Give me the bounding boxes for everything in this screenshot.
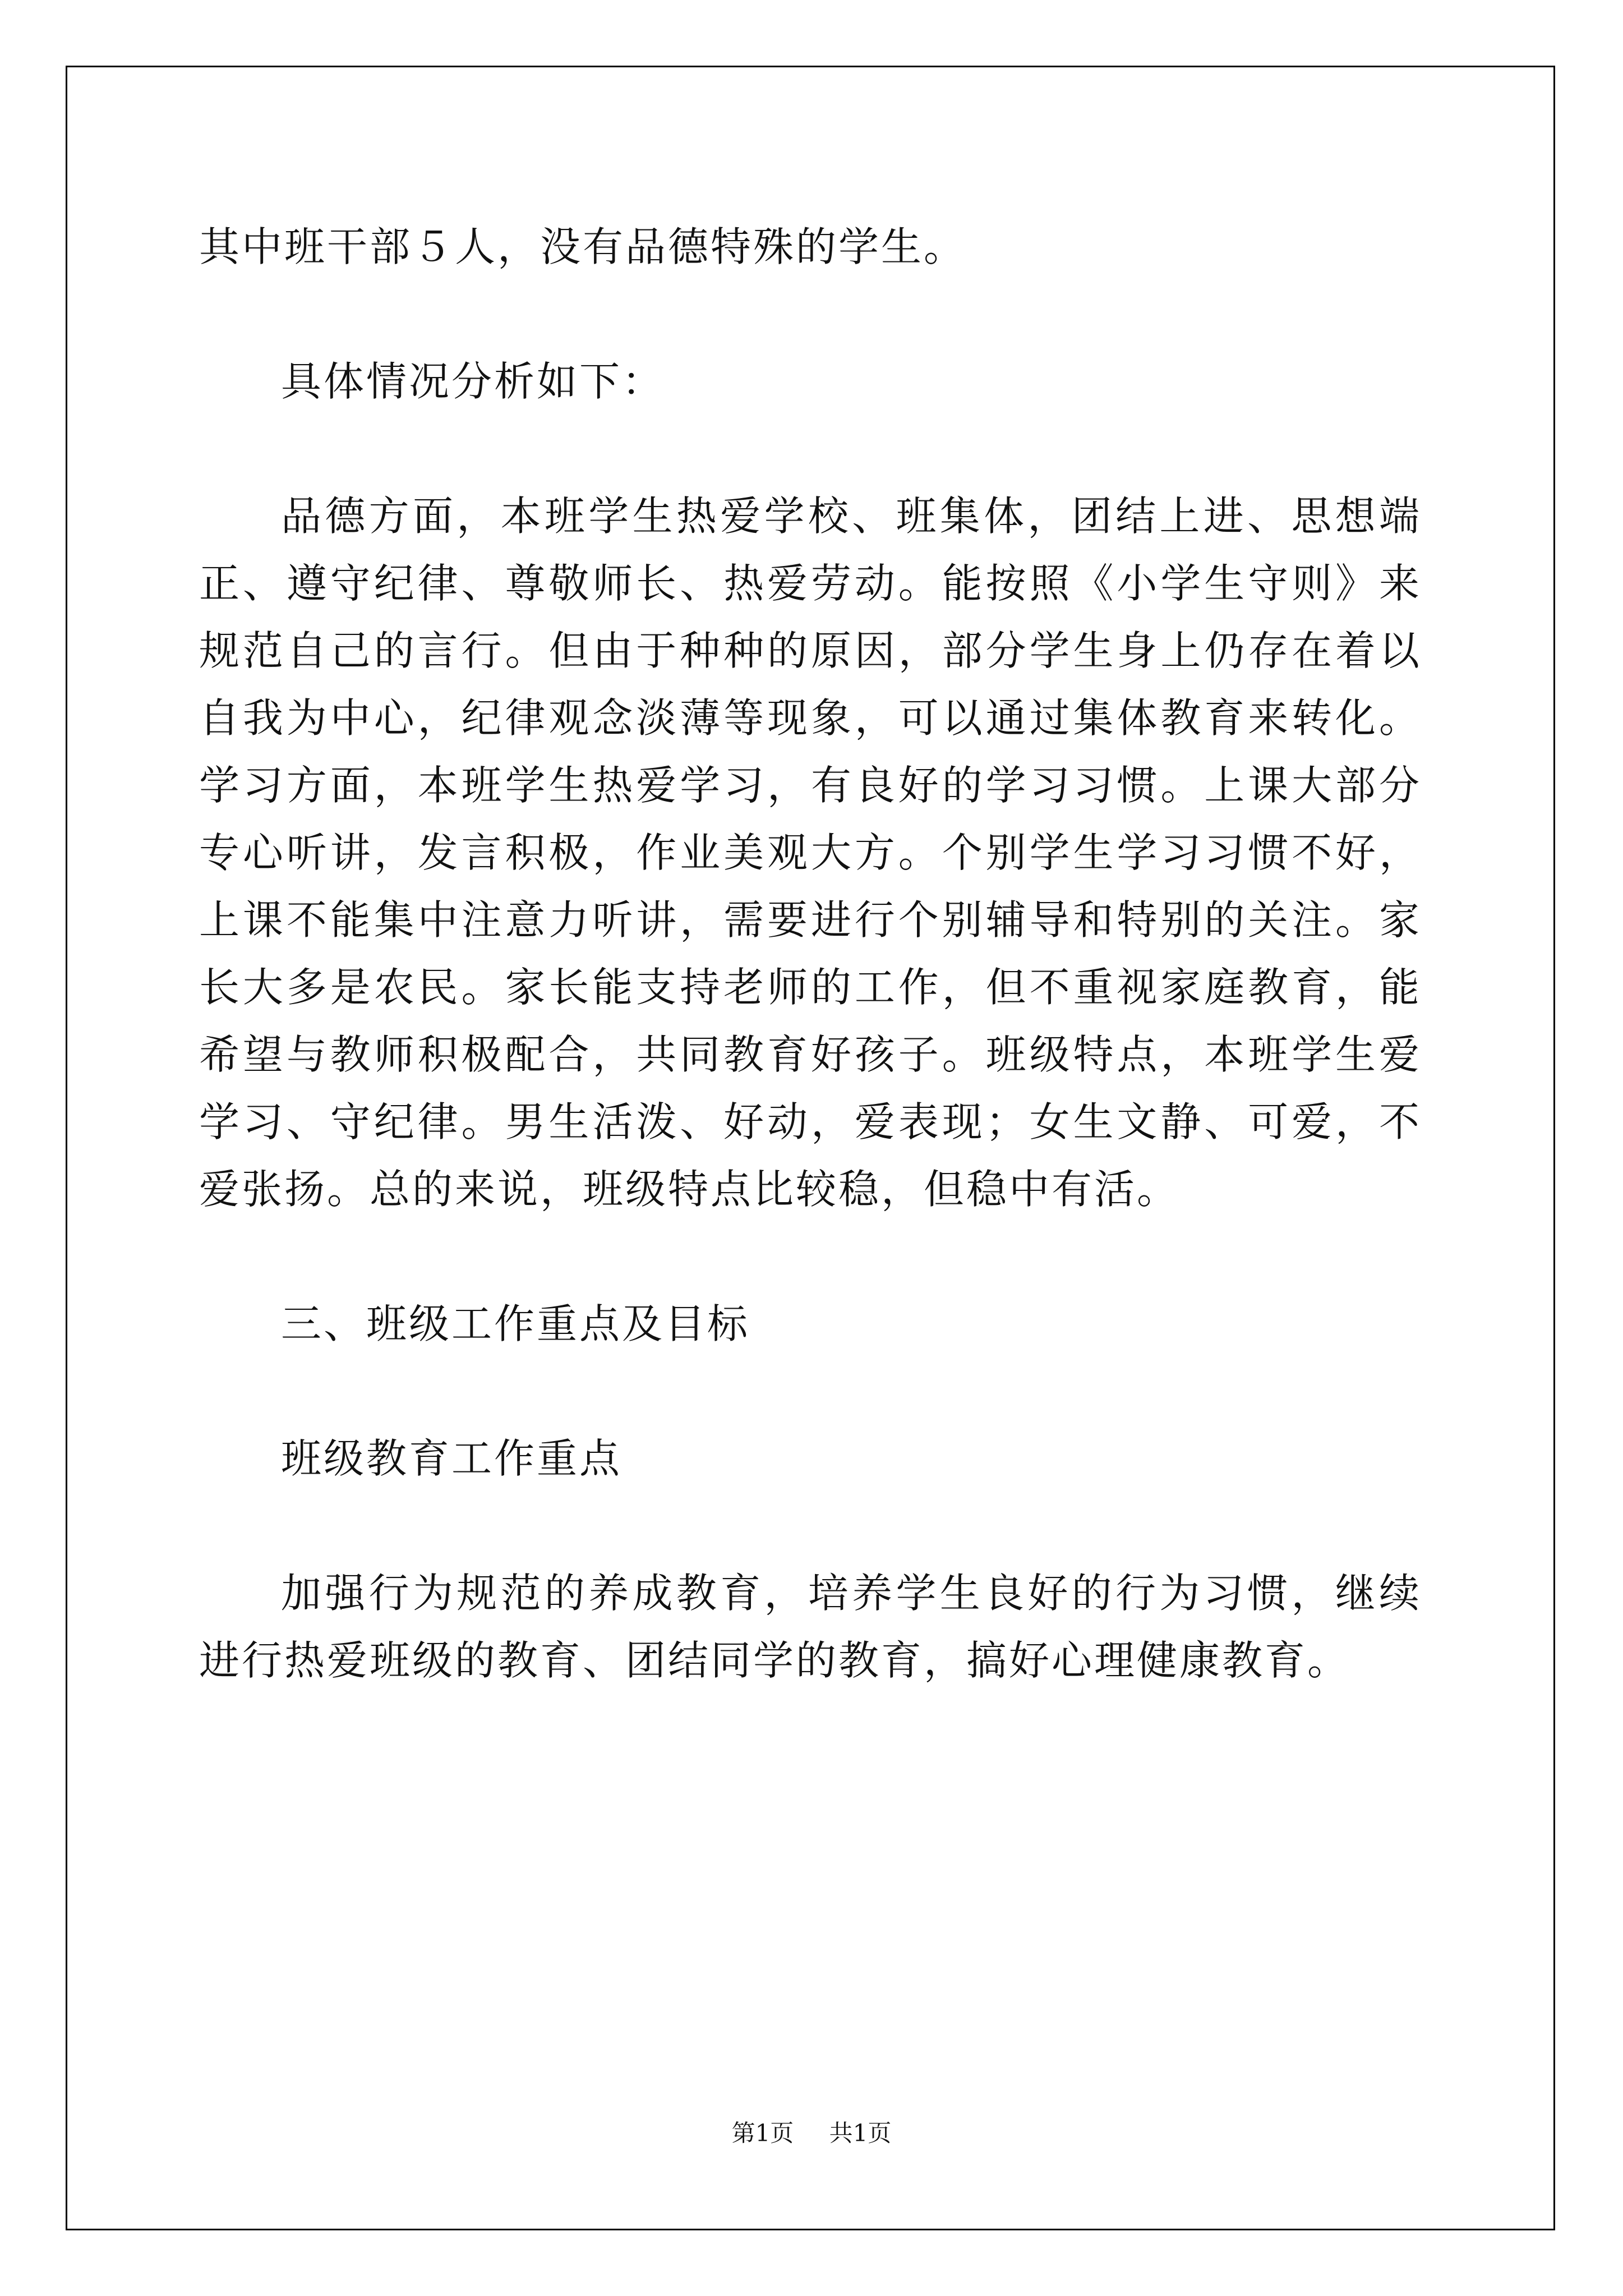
page-footer xyxy=(0,2115,1623,2148)
paragraph-3: 品德方面，本班学生热爱学校、班集体，团结上进、思想端正、遵守纪律、尊敬师长、热爱劳动。能按照《小学生守则》来规范自己的言行。但由于种种的原因，部分学生身上仍存在着以自我为中心，纪律观念淡薄等现象，可以通过集体教育来转化。学习方面，本班学生热爱学习，有良好的学习习惯。上课大部分专心听讲，发言积极，作业美观大方。个别学生学习习惯不好，上课不能集中注意力听讲，需要进行个别辅导和特别的关注。家长大多是农民。家长能支持老师的工作，但不重视家庭教育，能希望与教师积极配合，共同教育好孩子。班级特点，本班学生爱学习、守纪律。男生活泼、好动，爱表现；女生文静、可爱，不爱张扬。总的来说，班级特点比较稳，但稳中有活。 xyxy=(199,493,1422,1213)
paragraph-6: 加强行为规范的养成教育，培养学生良好的行为习惯，继续进行热爱班级的教育、团结同学的教育，搞好心理健康教育。 xyxy=(199,1570,1422,1684)
document-body xyxy=(199,213,1422,1761)
page-total: 共1页 xyxy=(829,2119,892,2147)
paragraph-1: 其中班干部５人，没有品德特殊的学生。 xyxy=(199,223,967,270)
section-heading: 三、班级工作重点及目标 xyxy=(281,1300,750,1347)
paragraph-2: 具体情况分析如下： xyxy=(281,358,665,405)
subheading: 班级教育工作重点 xyxy=(281,1435,623,1482)
page-number: 第1页 xyxy=(731,2119,794,2147)
